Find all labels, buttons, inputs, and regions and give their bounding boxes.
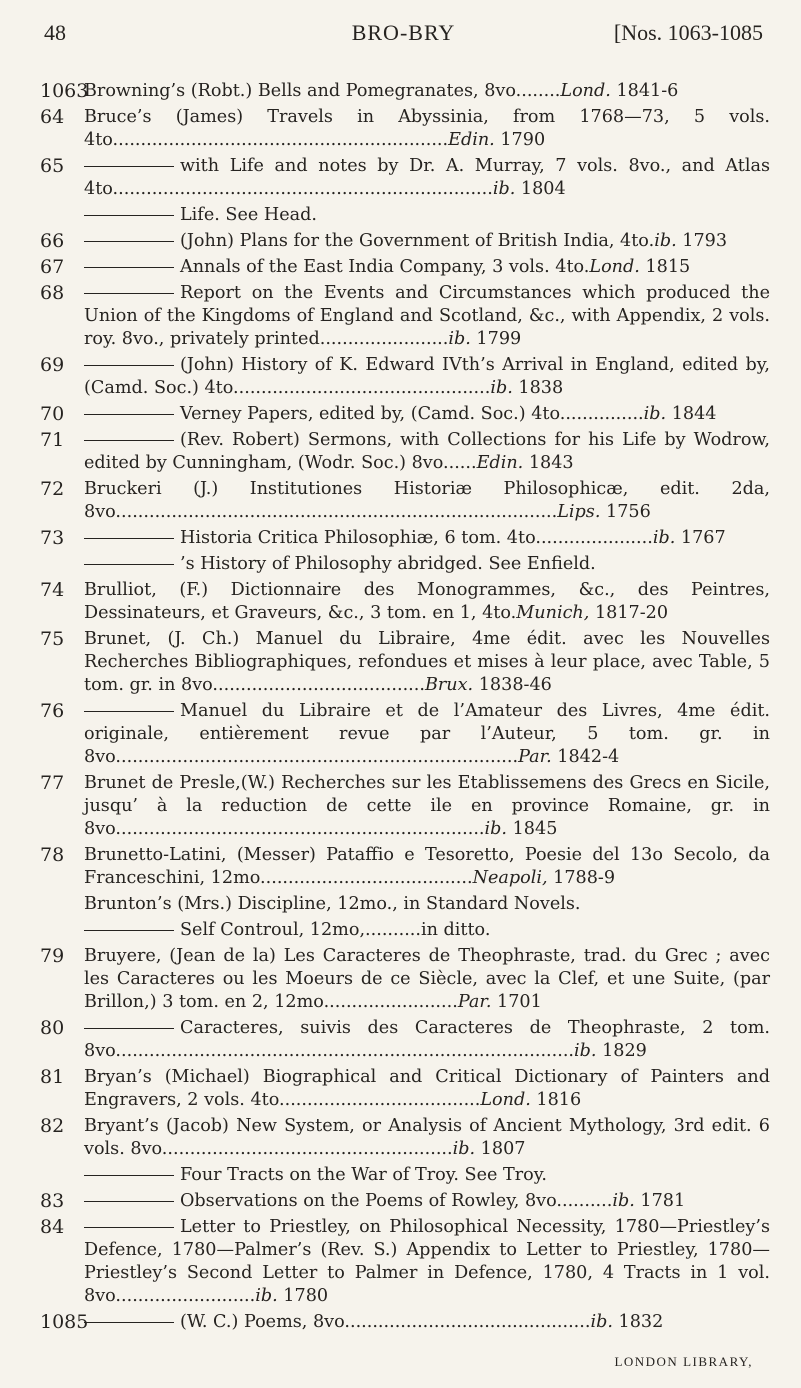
- ditto-dash: [84, 267, 174, 268]
- catalogue-entry: [40, 1164, 770, 1187]
- catalogue-entry: [40, 230, 770, 253]
- entry-number: 1085: [40, 1311, 89, 1333]
- entry-imprint: ib.: [612, 1191, 635, 1211]
- entry-imprint: Lond.: [480, 1090, 531, 1110]
- entry-description: Bruce’s (James) Travels in Abyssinia, from 1768—73, 5 vols. 4to............................................................: [84, 107, 770, 150]
- catalogue-entry: [40, 1066, 770, 1112]
- entry-text: [84, 945, 770, 1014]
- entry-description: Manuel du Libraire et de l’Amateur des Livres, 4me édit. originale, entièrement revue par l’Auteur, 5 tom. gr. in 8vo........................................................................: [84, 701, 770, 767]
- ditto-dash: [84, 1175, 174, 1176]
- entry-text: [84, 579, 770, 625]
- entry-text: [84, 80, 770, 103]
- entry-year: 1788-9: [547, 868, 616, 888]
- catalogue-entry: [40, 945, 770, 1014]
- page-header: [44, 20, 763, 56]
- entry-year: 1780: [277, 1286, 329, 1306]
- entry-imprint: ib.: [484, 819, 508, 839]
- entry-imprint: ib.: [590, 1312, 613, 1332]
- catalogue-entry: [40, 1115, 770, 1161]
- entry-number: 78: [40, 844, 65, 866]
- catalogue-entry: [40, 1216, 770, 1308]
- catalogue-entries: [40, 80, 770, 1337]
- entry-description: Self Controul, 12mo,..........in ditto.: [180, 920, 491, 940]
- entry-number: 72: [40, 478, 65, 500]
- entry-number: 64: [40, 106, 65, 128]
- entry-description: Observations on the Poems of Rowley, 8vo..........: [180, 1191, 613, 1211]
- ditto-dash: [84, 166, 174, 167]
- entry-description: Bruyere, (Jean de la) Les Caracteres de Theophraste, trad. du Grec ; avec les Caracteres ou les Moeurs de ce Siècle, avec la Clef, et une Suite, (par Brillon,) 3 tom. en 2, 12mo........................: [84, 946, 770, 1012]
- entry-description: Brunetto-Latini, (Messer) Pataffio e Tesoretto, Poesie del 13o Secolo, da Franceschini, 12mo......................................: [84, 845, 770, 888]
- catalogue-entry: [40, 282, 770, 351]
- entry-year: 1804: [515, 179, 566, 199]
- entry-imprint: Munich,: [516, 603, 590, 623]
- entry-number: 70: [40, 403, 65, 425]
- catalogue-entry: [40, 700, 770, 769]
- entry-text: [84, 354, 770, 400]
- entry-description: Brulliot, (F.) Dictionnaire des Monogrammes, &c., des Peintres, Dessinateurs, et Graveurs, &c., 3 tom. en 1, 4to.: [84, 580, 770, 623]
- catalogue-entry: [40, 844, 770, 890]
- entry-imprint: ib.: [448, 329, 471, 349]
- catalogue-entry: [40, 80, 770, 103]
- entry-number: 1063: [40, 80, 89, 102]
- entry-description: Brunton’s (Mrs.) Discipline, 12mo., in Standard Novels.: [84, 894, 581, 914]
- entry-imprint: ib.: [574, 1041, 597, 1061]
- entry-number: 74: [40, 579, 65, 601]
- entry-text: [84, 256, 770, 279]
- ditto-dash: [84, 564, 174, 565]
- entry-text: [84, 282, 770, 351]
- entry-description: Bryan’s (Michael) Biographical and Critical Dictionary of Painters and Engravers, 2 vols. 4to....................................: [84, 1067, 770, 1110]
- entry-imprint: Neapoli,: [472, 868, 548, 888]
- entry-year: 1843: [523, 453, 574, 473]
- entry-number: 73: [40, 527, 65, 549]
- entry-text: [84, 553, 770, 576]
- entry-number-range: [Nos. 1063-1085: [613, 20, 763, 45]
- entry-imprint: Lips.: [557, 502, 601, 522]
- entry-imprint: Edin.: [476, 453, 524, 473]
- catalogue-entry: [40, 403, 770, 426]
- catalogue-entry: [40, 527, 770, 550]
- entry-number: 69: [40, 354, 65, 376]
- entry-imprint: ib.: [492, 179, 516, 199]
- entry-description: with Life and notes by Dr. A. Murray, 7 vols. 8vo., and Atlas 4to....................................................................: [84, 156, 770, 199]
- entry-imprint: Par.: [457, 992, 492, 1012]
- entry-text: [84, 1164, 770, 1187]
- entry-description: (W. C.) Poems, 8vo............................................: [180, 1312, 591, 1332]
- catalogue-entry: [40, 106, 770, 152]
- ditto-dash: [84, 1201, 174, 1202]
- entry-year: 1817-20: [589, 603, 669, 623]
- catalogue-entry: [40, 204, 770, 227]
- entry-text: [84, 628, 770, 697]
- entry-text: [84, 1311, 770, 1334]
- entry-text: [84, 429, 770, 475]
- entry-text: [84, 1190, 770, 1213]
- entry-text: [84, 919, 770, 942]
- entry-imprint: Brux.: [424, 675, 474, 695]
- entry-year: 1767: [675, 528, 726, 548]
- entry-year: 1829: [596, 1041, 647, 1061]
- entry-text: [84, 1115, 770, 1161]
- entry-year: 1807: [475, 1139, 526, 1159]
- entry-year: 1793: [676, 231, 728, 251]
- catalogue-entry: [40, 429, 770, 475]
- entry-text: [84, 700, 770, 769]
- entry-description: Report on the Events and Circumstances which produced the Union of the Kingdoms of England and Scotland, &c., with Appendix, 2 vols. roy. 8vo., privately printed.......................: [84, 283, 770, 349]
- ditto-dash: [84, 440, 174, 441]
- entry-text: [84, 106, 770, 152]
- catalogue-entry: [40, 1190, 770, 1213]
- page-number: 48: [44, 20, 66, 45]
- entry-year: 1838-46: [473, 675, 552, 695]
- entry-year: 1842-4: [551, 747, 620, 767]
- entry-description: Bryant’s (Jacob) New System, or Analysis of Ancient Mythology, 3rd edit. 6 vols. 8vo....................................................: [84, 1116, 770, 1159]
- entry-text: [84, 204, 770, 227]
- ditto-dash: [84, 1227, 174, 1228]
- catalogue-entry: [40, 478, 770, 524]
- entry-number: 75: [40, 628, 65, 650]
- entry-text: [84, 1017, 770, 1063]
- entry-description: (John) Plans for the Government of British India, 4to.: [180, 231, 655, 251]
- entry-text: [84, 844, 770, 890]
- entry-number: 84: [40, 1216, 65, 1238]
- catalogue-entry: [40, 579, 770, 625]
- ditto-dash: [84, 293, 174, 294]
- ditto-dash: [84, 241, 174, 242]
- ditto-dash: [84, 1028, 174, 1029]
- catalogue-entry: [40, 919, 770, 942]
- entry-year: 1845: [507, 819, 558, 839]
- catalogue-entry: [40, 893, 770, 916]
- entry-description: Bruckeri (J.) Institutiones Historiæ Philosophicæ, edit. 2da, 8vo...............................................................................: [84, 479, 770, 522]
- entry-description: Life. See Head.: [180, 205, 317, 225]
- catalogue-entry: [40, 628, 770, 697]
- entry-number: 65: [40, 155, 65, 177]
- entry-number: 77: [40, 772, 65, 794]
- entry-description: Browning’s (Robt.) Bells and Pomegranates, 8vo........: [84, 81, 561, 101]
- entry-description: Letter to Priestley, on Philosophical Necessity, 1780—Priestley’s Defence, 1780—Palmer’s (Rev. S.) Appendix to Letter to Priestley, 1780—Priestley’s Second Letter to Palmer in Defence, 1780, 4 Tracts in 1 vol. 8vo.........................: [84, 1217, 770, 1306]
- entry-text: [84, 230, 770, 253]
- entry-description: Caracteres, suivis des Caracteres de Theophraste, 2 tom. 8vo..................................................................................: [84, 1018, 770, 1061]
- entry-year: 1815: [639, 257, 691, 277]
- ditto-dash: [84, 1322, 174, 1323]
- entry-number: 81: [40, 1066, 65, 1088]
- entry-year: 1790: [494, 130, 546, 150]
- entry-year: 1781: [634, 1191, 686, 1211]
- entry-imprint: Lond.: [589, 257, 640, 277]
- entry-imprint: ib.: [490, 378, 513, 398]
- entry-text: [84, 1216, 770, 1308]
- entry-year: 1832: [612, 1312, 664, 1332]
- catalogue-entry: [40, 1311, 770, 1334]
- catalogue-entry: [40, 553, 770, 576]
- entry-description: Brunet de Presle,(W.) Recherches sur les Etablissemens des Grecs en Sicile, jusqu’ à la reduction de cette ile en province Romaine, gr. in 8vo..................................................................: [84, 773, 770, 839]
- entry-description: (John) History of K. Edward IVth’s Arrival in England, edited by, (Camd. Soc.) 4to..............................................: [84, 355, 770, 398]
- entry-imprint: Par.: [518, 747, 552, 767]
- entry-year: 1841-6: [610, 81, 679, 101]
- ditto-dash: [84, 930, 174, 931]
- entry-imprint: ib.: [654, 231, 677, 251]
- entry-imprint: Lond.: [560, 81, 611, 101]
- entry-number: 71: [40, 429, 65, 451]
- ditto-dash: [84, 711, 174, 712]
- entry-description: Historia Critica Philosophiæ, 6 tom. 4to.....................: [180, 528, 653, 548]
- ditto-dash: [84, 538, 174, 539]
- entry-description: Four Tracts on the War of Troy. See Troy.: [180, 1165, 547, 1185]
- catalogue-entry: [40, 155, 770, 201]
- entry-number: 83: [40, 1190, 65, 1212]
- catalogue-entry: [40, 1017, 770, 1063]
- entry-year: 1838: [512, 378, 564, 398]
- entry-text: [84, 893, 770, 916]
- entry-number: 82: [40, 1115, 65, 1137]
- ditto-dash: [84, 365, 174, 366]
- entry-text: [84, 527, 770, 550]
- entry-year: 1844: [666, 404, 717, 424]
- entry-year: 1799: [470, 329, 522, 349]
- library-mark: LONDON LIBRARY,: [614, 1354, 753, 1369]
- entry-description: ’s History of Philosophy abridged. See Enfield.: [180, 554, 596, 574]
- entry-year: 1816: [530, 1090, 582, 1110]
- entry-description: Brunet, (J. Ch.) Manuel du Libraire, 4me édit. avec les Nouvelles Recherches Bibliographiques, refondues et mises à leur place, avec Table, 5 tom. gr. in 8vo......................................: [84, 629, 770, 695]
- catalogue-entry: [40, 354, 770, 400]
- entry-imprint: ib.: [652, 528, 676, 548]
- entry-text: [84, 772, 770, 841]
- entry-number: 67: [40, 256, 65, 278]
- entry-number: 66: [40, 230, 65, 252]
- ditto-dash: [84, 215, 174, 216]
- entry-number: 79: [40, 945, 65, 967]
- ditto-dash: [84, 414, 174, 415]
- catalogue-entry: [40, 772, 770, 841]
- entry-year: 1756: [600, 502, 651, 522]
- entry-text: [84, 155, 770, 201]
- entry-number: 76: [40, 700, 65, 722]
- entry-imprint: ib.: [255, 1286, 278, 1306]
- entry-imprint: ib.: [452, 1139, 476, 1159]
- catalogue-entry: [40, 256, 770, 279]
- entry-number: 80: [40, 1017, 65, 1039]
- entry-number: 68: [40, 282, 65, 304]
- entry-description: Annals of the East India Company, 3 vols. 4to.: [180, 257, 590, 277]
- entry-description: (Rev. Robert) Sermons, with Collections for his Life by Wodrow, edited by Cunningham, (Wodr. Soc.) 8vo......: [84, 430, 770, 473]
- entry-text: [84, 478, 770, 524]
- entry-text: [84, 1066, 770, 1112]
- entry-year: 1701: [491, 992, 542, 1012]
- running-title: BRO-BRY: [351, 20, 456, 45]
- entry-description: Verney Papers, edited by, (Camd. Soc.) 4to...............: [180, 404, 644, 424]
- entry-imprint: Edin.: [448, 130, 495, 150]
- entry-text: [84, 403, 770, 426]
- entry-imprint: ib.: [643, 404, 667, 424]
